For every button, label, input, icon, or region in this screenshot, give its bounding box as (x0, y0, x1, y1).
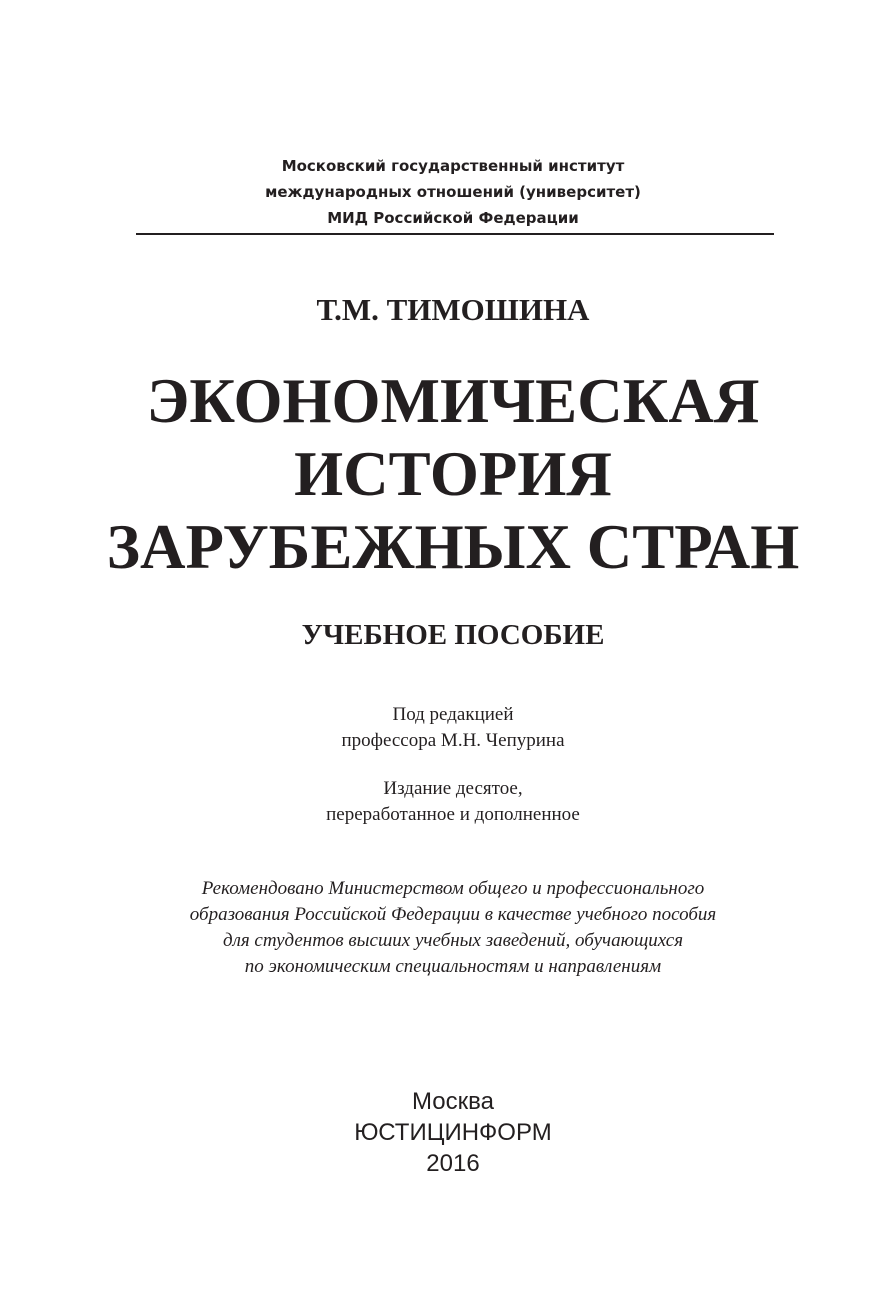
imprint-block (0, 1086, 886, 1179)
author-name: Т.М. ТИМОШИНА (316, 292, 590, 327)
book-title (0, 365, 886, 584)
recommendation-line: для студентов высших учебных заведений, обучающихся (222, 930, 684, 951)
editor-line: профессора М.Н. Чепурина (341, 730, 565, 751)
book-title-line: ЭКОНОМИЧЕСКАЯ (146, 366, 760, 436)
book-subtitle: УЧЕБНОЕ ПОСОБИЕ (301, 619, 605, 651)
recommendation-line: Рекомендовано Министерством общего и профессионального (201, 878, 705, 899)
recommendation-block (0, 876, 886, 980)
editor-line: Под редакцией (392, 704, 514, 725)
book-title-line: ИСТОРИЯ (294, 439, 612, 509)
edition-line: переработанное и дополненное (326, 804, 580, 825)
institution-line: международных отношений (университет) (265, 183, 641, 201)
imprint-city: Москва (412, 1088, 494, 1115)
edition-block (0, 776, 886, 828)
institution-line: Московский государственный институт (281, 157, 625, 175)
institution-line: МИД Российской Федерации (327, 209, 579, 227)
editor-block (0, 702, 886, 754)
recommendation-line: образования Российской Федерации в качестве учебного пособия (189, 904, 717, 925)
edition-line: Издание десятое, (383, 778, 523, 799)
imprint-publisher: ЮСТИЦИНФОРМ (354, 1119, 552, 1146)
imprint-year: 2016 (426, 1150, 480, 1177)
header-divider (136, 233, 774, 235)
recommendation-line: по экономическим специальностям и направлениям (244, 956, 662, 977)
book-title-line: ЗАРУБЕЖНЫХ СТРАН (106, 512, 800, 582)
institution-block (0, 153, 886, 231)
